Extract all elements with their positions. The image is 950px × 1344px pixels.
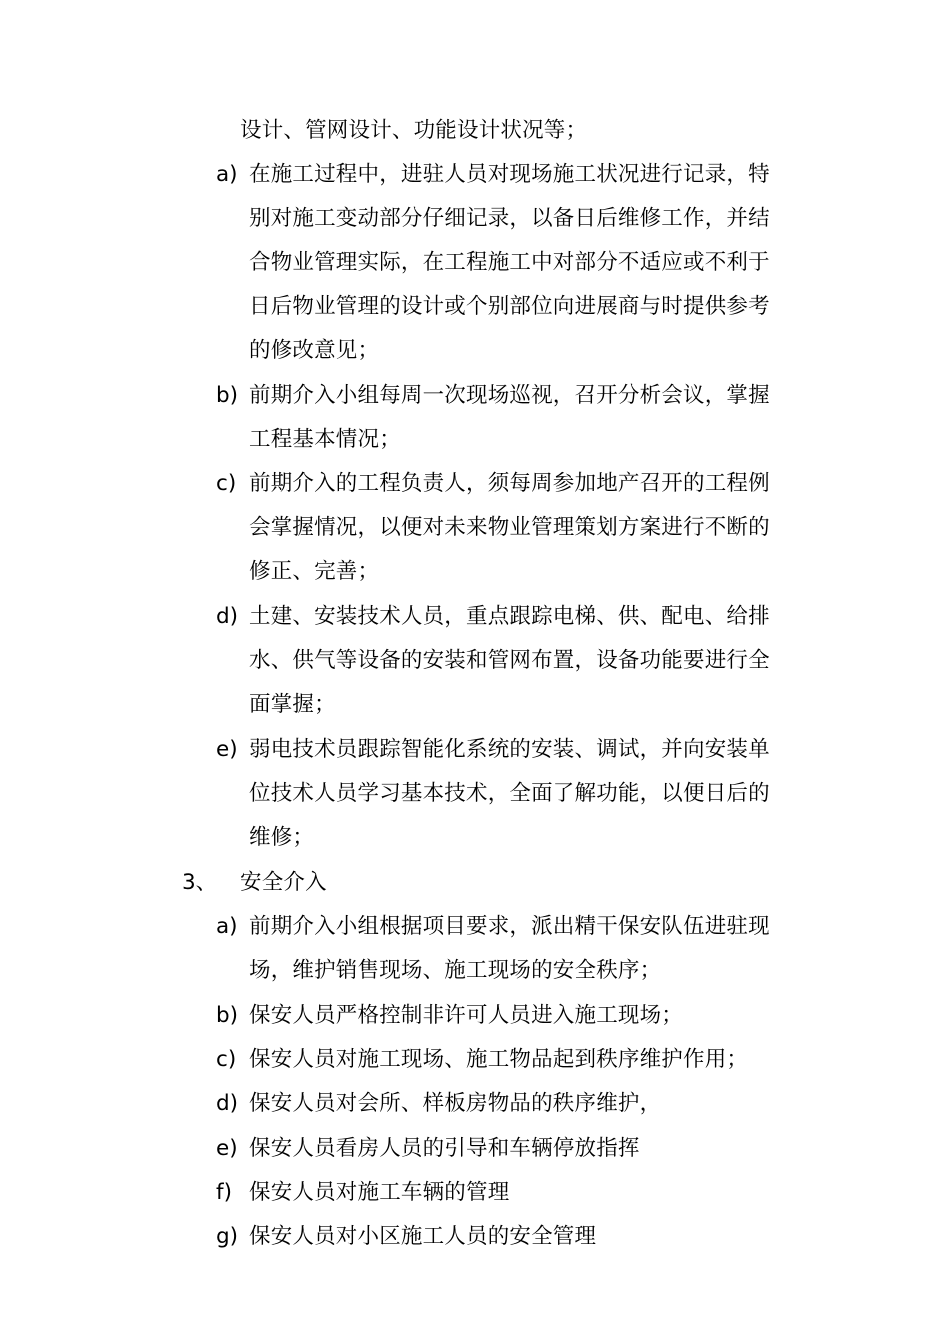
list-marker: c) bbox=[216, 1047, 237, 1072]
list-item-line: 维修； bbox=[249, 825, 315, 850]
list-item-line: 在施工过程中，进驻人员对现场施工状况进行记录，特 bbox=[249, 162, 770, 187]
list-marker: c) bbox=[216, 471, 237, 496]
list-marker: d) bbox=[216, 604, 239, 629]
list-item-line: 保安人员对会所、样板房物品的秩序维护， bbox=[249, 1091, 662, 1116]
list-marker: f) bbox=[216, 1180, 232, 1205]
list-marker: g) bbox=[216, 1224, 239, 1249]
list-marker: a) bbox=[216, 914, 238, 939]
list-item-line: 别对施工变动部分仔细记录，以备日后维修工作，并结 bbox=[249, 206, 770, 231]
list-item-line: 修正、完善； bbox=[249, 559, 380, 584]
list-item-line: 弱电技术员跟踪智能化系统的安装、调试，并向安装单 bbox=[249, 737, 770, 762]
list-item-line: 保安人员对施工现场、施工物品起到秩序维护作用； bbox=[249, 1047, 749, 1072]
section-title: 安全介入 bbox=[240, 870, 327, 895]
list-item-line: 保安人员严格控制非许可人员进入施工现场； bbox=[249, 1003, 684, 1028]
list-marker: a) bbox=[216, 162, 238, 187]
list-item-line: 前期介入的工程负责人，须每周参加地产召开的工程例 bbox=[249, 471, 770, 496]
section-number: 3、 bbox=[182, 870, 218, 895]
list-item-line: 会掌握情况，以便对未来物业管理策划方案进行不断的 bbox=[249, 515, 770, 540]
list-item-line: 工程基本情况； bbox=[249, 427, 401, 452]
list-item-line: 保安人员对施工车辆的管理 bbox=[249, 1180, 510, 1205]
list-item-line: 保安人员看房人员的引导和车辆停放指挥 bbox=[249, 1136, 640, 1161]
list-marker: b) bbox=[216, 1003, 239, 1028]
list-marker: e) bbox=[216, 737, 238, 762]
list-item-line: 场，维护销售现场、施工现场的安全秩序； bbox=[249, 958, 662, 983]
list-item-line: 保安人员对小区施工人员的安全管理 bbox=[249, 1224, 597, 1249]
list-item-line: 水、供气等设备的安装和管网布置，设备功能要进行全 bbox=[249, 648, 770, 673]
list-item-line: 前期介入小组根据项目要求，派出精干保安队伍进驻现 bbox=[249, 914, 770, 939]
list-item-line: 位技术人员学习基本技术，全面了解功能，以便日后的 bbox=[249, 781, 770, 806]
list-item-line: 日后物业管理的设计或个别部位向进展商与时提供参考 bbox=[249, 294, 770, 319]
list-item-line: 合物业管理实际，在工程施工中对部分不适应或不利于 bbox=[249, 250, 770, 275]
list-marker: e) bbox=[216, 1136, 238, 1161]
list-marker: d) bbox=[216, 1091, 239, 1116]
continuation-line: 设计、管网设计、功能设计状况等； bbox=[240, 118, 588, 143]
list-item-line: 的修改意见； bbox=[249, 338, 380, 363]
list-item-line: 土建、安装技术人员，重点跟踪电梯、供、配电、给排 bbox=[249, 604, 770, 629]
list-marker: b) bbox=[216, 383, 239, 408]
list-item-line: 面掌握； bbox=[249, 692, 336, 717]
list-item-line: 前期介入小组每周一次现场巡视，召开分析会议，掌握 bbox=[249, 383, 770, 408]
